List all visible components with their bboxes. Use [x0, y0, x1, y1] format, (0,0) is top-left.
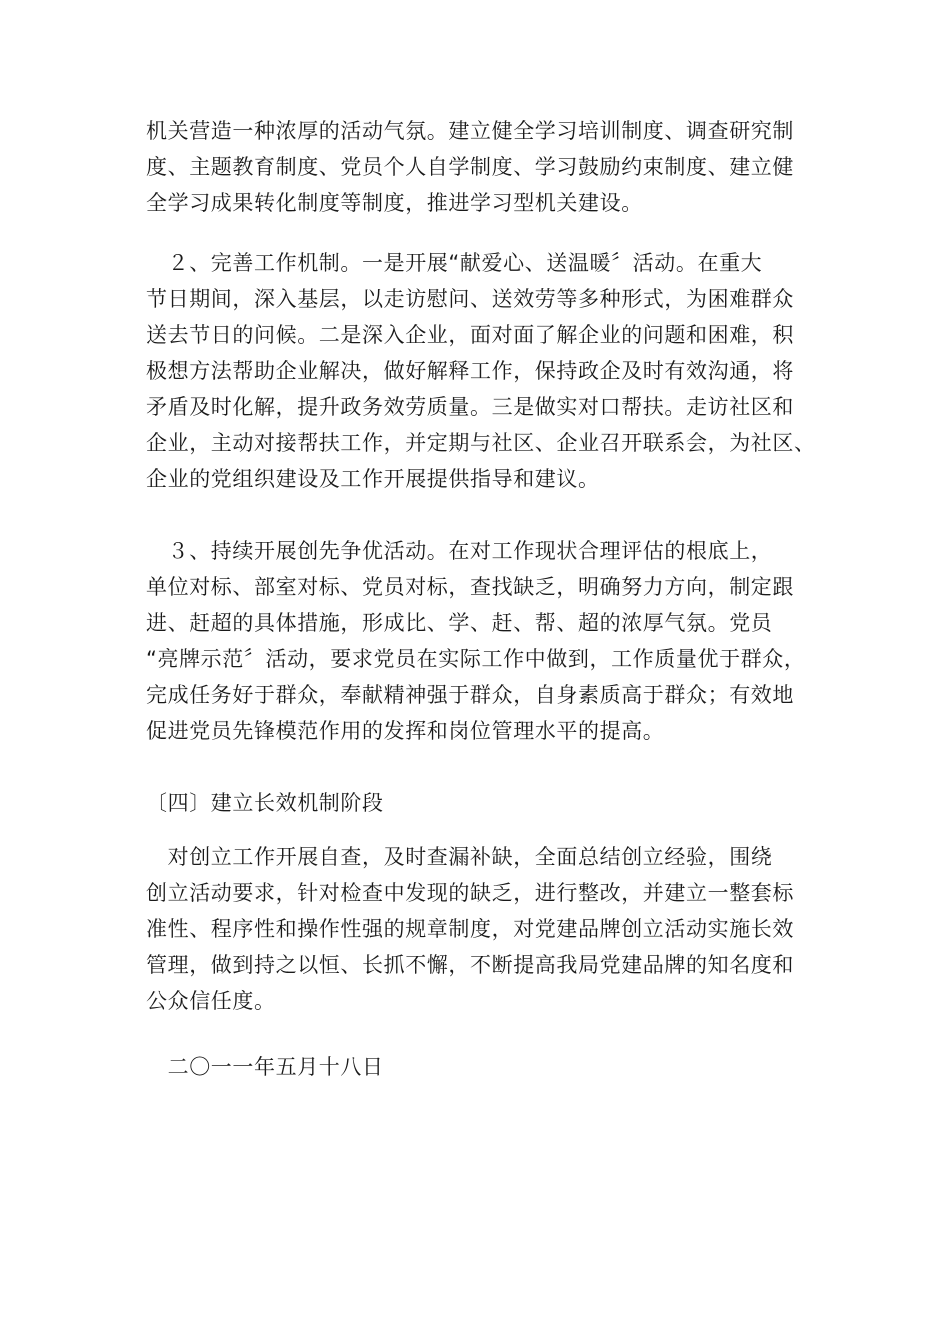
text-line: 机关营造一种浓厚的活动气氛。建立健全学习培训制度、调查研究制 [146, 119, 794, 143]
paragraph-item-2 [146, 245, 816, 497]
text-line: 单位对标、部室对标、党员对标，查找缺乏，明确努力方向，制定跟 [146, 575, 794, 599]
paragraph-section-body [146, 839, 806, 1019]
text-line: “亮牌示范〞活动，要求党员在实际工作中做到，工作质量优于群众， [146, 647, 806, 671]
paragraph-continuation [146, 113, 806, 221]
text-line: 全学习成果转化制度等制度，推进学习型机关建设。 [146, 191, 643, 215]
text-line: 进、赶超的具体措施，形成比、学、赶、帮、超的浓厚气氛。党员 [146, 611, 773, 635]
text-line: 对创立工作开展自查，及时查漏补缺，全面总结创立经验，围绕 [146, 845, 773, 869]
text-line: ３、持续开展创先争优活动。在对工作现状合理评估的根底上， [146, 539, 773, 563]
section-heading [146, 785, 806, 821]
text-line: 矛盾及时化解，提升政务效劳质量。三是做实对口帮扶。走访社区和 [146, 395, 794, 419]
text-line: 创立活动要求，针对检查中发现的缺乏，进行整改，并建立一整套标 [146, 881, 794, 905]
paragraph-item-3 [146, 533, 806, 749]
text-line: 准性、程序性和操作性强的规章制度，对党建品牌创立活动实施长效 [146, 917, 794, 941]
text-line: 企业的党组织建设及工作开展提供指导和建议。 [146, 467, 600, 491]
text-line: 促进党员先锋模范作用的发挥和岗位管理水平的提高。 [146, 719, 665, 743]
text-line: 节日期间，深入基层，以走访慰问、送效劳等多种形式，为困难群众 [146, 287, 794, 311]
text-line: 企业，主动对接帮扶工作，并定期与社区、企业召开联系会，为社区、 [146, 431, 816, 455]
text-line: 管理，做到持之以恒、长抓不懈，不断提高我局党建品牌的知名度和 [146, 953, 794, 977]
text-line: 公众信任度。 [146, 989, 276, 1013]
text-line: ２、完善工作机制。一是开展“献爱心、送温暖〞活动。在重大 [146, 251, 763, 275]
document-date [146, 1049, 806, 1085]
text-line: 完成任务好于群众，奉献精神强于群众，自身素质高于群众；有效地 [146, 683, 794, 707]
heading-line: 〔四〕建立长效机制阶段 [146, 791, 384, 815]
text-line: 送去节日的问候。二是深入企业，面对面了解企业的问题和困难，积 [146, 323, 794, 347]
date-line: 二〇一一年五月十八日 [146, 1055, 384, 1079]
text-line: 度、主题教育制度、党员个人自学制度、学习鼓励约束制度、建立健 [146, 155, 794, 179]
text-line: 极想方法帮助企业解决，做好解释工作，保持政企及时有效沟通，将 [146, 359, 794, 383]
